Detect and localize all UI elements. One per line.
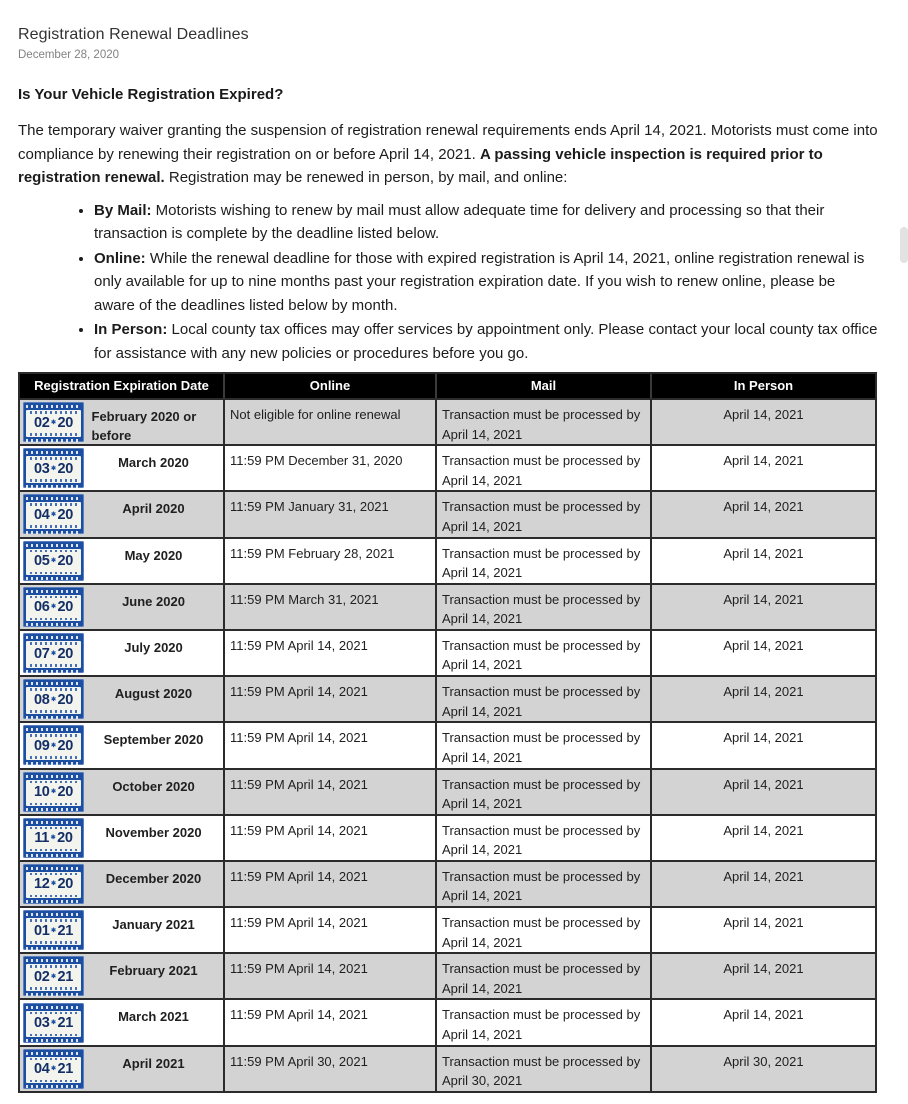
sticker-bottom-text bbox=[26, 993, 81, 996]
sticker-star-icon: ✱ bbox=[50, 927, 57, 934]
expiration-cell bbox=[20, 862, 223, 906]
sticker-fine-print bbox=[30, 710, 77, 713]
mail-cell: Transaction must be processed by April 14, 2021 bbox=[435, 539, 650, 583]
sticker-fine-print bbox=[30, 433, 77, 436]
sticker-month: 02 bbox=[33, 968, 50, 985]
sticker-star-icon: ✱ bbox=[50, 1066, 57, 1073]
sticker-fine-print bbox=[30, 618, 77, 621]
scrollbar-thumb[interactable] bbox=[900, 227, 908, 263]
sticker-star-icon: ✱ bbox=[50, 604, 57, 611]
sticker-bottom-text bbox=[26, 854, 81, 857]
registration-sticker-icon bbox=[23, 956, 84, 996]
intro-bold-text: A passing vehicle inspection is required prior to registration renewal. bbox=[18, 145, 823, 186]
sticker-inner-panel bbox=[26, 595, 81, 622]
online-cell: 11:59 PM April 14, 2021 bbox=[223, 862, 435, 906]
mail-cell: Transaction must be processed by April 14, 2021 bbox=[435, 770, 650, 814]
month-label: April 2020 bbox=[122, 501, 185, 517]
month-label: June 2020 bbox=[122, 593, 185, 609]
sticker-bottom-text bbox=[26, 900, 81, 903]
online-cell: 11:59 PM April 30, 2021 bbox=[223, 1047, 435, 1091]
header-cell-registration-expiration-date: Registration Expiration Date bbox=[34, 378, 209, 393]
table-row bbox=[20, 1045, 875, 1091]
month-label: December 2020 bbox=[105, 870, 202, 886]
registration-sticker-icon bbox=[23, 1003, 84, 1043]
sticker-inner-panel bbox=[26, 456, 81, 483]
sticker-top-text bbox=[26, 775, 81, 778]
online-cell: 11:59 PM February 28, 2021 bbox=[223, 539, 435, 583]
intro-paragraph bbox=[18, 119, 879, 190]
sticker-year: 20 bbox=[57, 691, 74, 708]
in-person-cell: April 14, 2021 bbox=[650, 770, 875, 814]
sticker-star-icon: ✱ bbox=[50, 973, 57, 980]
sticker-star-icon: ✱ bbox=[50, 465, 57, 472]
expiration-cell bbox=[20, 631, 223, 675]
sticker-inner-panel bbox=[26, 733, 81, 760]
section-heading: Is Your Vehicle Registration Expired? bbox=[18, 86, 284, 103]
sticker-date bbox=[34, 645, 73, 665]
expiration-cell bbox=[20, 723, 223, 767]
sticker-bottom-text bbox=[26, 947, 81, 950]
sticker-star-icon: ✱ bbox=[50, 881, 57, 888]
sticker-bottom-text bbox=[26, 716, 81, 719]
sticker-inner-panel bbox=[26, 1011, 81, 1038]
sticker-year: 20 bbox=[57, 506, 74, 523]
sticker-date bbox=[34, 875, 73, 895]
sticker-inner-panel bbox=[26, 641, 81, 668]
sticker-bottom-text bbox=[26, 623, 81, 626]
in-person-cell: April 14, 2021 bbox=[650, 723, 875, 767]
sticker-top-text bbox=[26, 405, 81, 408]
online-cell: 11:59 PM January 31, 2021 bbox=[223, 492, 435, 536]
in-person-cell: April 14, 2021 bbox=[650, 631, 875, 675]
sticker-star-icon: ✱ bbox=[50, 1020, 57, 1027]
table-row bbox=[20, 998, 875, 1044]
sticker-bottom-text bbox=[26, 1085, 81, 1088]
sticker-month: 10 bbox=[33, 784, 50, 801]
page-title: Registration Renewal Deadlines bbox=[18, 26, 249, 43]
sticker-top-text bbox=[26, 590, 81, 593]
registration-sticker-icon bbox=[23, 541, 84, 581]
sticker-year: 21 bbox=[57, 922, 74, 939]
month-label: February 2021 bbox=[109, 963, 198, 979]
expiration-cell bbox=[20, 492, 223, 536]
month-label: July 2020 bbox=[124, 639, 183, 655]
table-row bbox=[20, 444, 875, 490]
month-label: May 2020 bbox=[124, 547, 183, 563]
sticker-date bbox=[34, 922, 73, 942]
sticker-bottom-text bbox=[26, 439, 81, 442]
in-person-cell: April 30, 2021 bbox=[650, 1047, 875, 1091]
sticker-inner-panel bbox=[26, 502, 81, 529]
bullet-label: By Mail: bbox=[94, 201, 152, 219]
sticker-bottom-text bbox=[26, 670, 81, 673]
month-label: January 2021 bbox=[112, 917, 195, 933]
sticker-top-text bbox=[26, 913, 81, 916]
sticker-inner-panel bbox=[26, 780, 81, 807]
registration-sticker-icon bbox=[23, 587, 84, 627]
sticker-month: 09 bbox=[33, 737, 50, 754]
sticker-top-text bbox=[26, 728, 81, 731]
sticker-date bbox=[34, 1014, 73, 1034]
bullet-text: While the renewal deadline for those with expired registration is April 14, 2021, online registration renewal is only available for up to nine months past your registration expiration date. If you wish to renew online, please be aware of the deadlines listed below by month. bbox=[94, 249, 865, 314]
month-label: August 2020 bbox=[114, 686, 193, 702]
sticker-top-text bbox=[26, 867, 81, 870]
sticker-year: 20 bbox=[57, 645, 74, 662]
sticker-date bbox=[34, 506, 73, 526]
online-cell: 11:59 PM April 14, 2021 bbox=[223, 816, 435, 860]
table-row bbox=[20, 398, 875, 444]
month-label: November 2020 bbox=[105, 824, 202, 840]
in-person-cell: April 14, 2021 bbox=[650, 677, 875, 721]
table-row bbox=[20, 952, 875, 998]
sticker-fine-print bbox=[30, 479, 77, 482]
mail-cell: Transaction must be processed by April 14, 2021 bbox=[435, 723, 650, 767]
sticker-top-text bbox=[26, 497, 81, 500]
sticker-inner-panel bbox=[26, 549, 81, 576]
sticker-year: 21 bbox=[57, 1015, 74, 1032]
sticker-bottom-text bbox=[26, 762, 81, 765]
month-label: October 2020 bbox=[112, 778, 195, 794]
sticker-fine-print bbox=[30, 525, 77, 528]
mail-cell: Transaction must be processed by April 14, 2021 bbox=[435, 585, 650, 629]
sticker-month: 02 bbox=[33, 414, 50, 431]
registration-sticker-icon bbox=[23, 818, 84, 858]
mail-cell: Transaction must be processed by April 14, 2021 bbox=[435, 816, 650, 860]
sticker-year: 20 bbox=[57, 460, 74, 477]
sticker-top-text bbox=[26, 821, 81, 824]
in-person-cell: April 14, 2021 bbox=[650, 1000, 875, 1044]
sticker-star-icon: ✱ bbox=[50, 789, 57, 796]
publish-date: December 28, 2020 bbox=[18, 49, 120, 61]
sticker-fine-print bbox=[30, 803, 77, 806]
intro-text-1: The temporary waiver granting the suspension of registration renewal requirements ends April 14, 2021. Motorists must come into compliance by renewing their registration on or before April 14, 2021. bbox=[18, 122, 878, 163]
sticker-star-icon: ✱ bbox=[50, 696, 57, 703]
table-row bbox=[20, 860, 875, 906]
table-row bbox=[20, 490, 875, 536]
registration-sticker-icon bbox=[23, 448, 84, 488]
sticker-star-icon: ✱ bbox=[50, 650, 57, 657]
sticker-fine-print bbox=[30, 895, 77, 898]
expiration-cell bbox=[20, 816, 223, 860]
table-row bbox=[20, 675, 875, 721]
sticker-bottom-text bbox=[26, 485, 81, 488]
sticker-inner-panel bbox=[26, 964, 81, 991]
sticker-top-text bbox=[26, 451, 81, 454]
table-row bbox=[20, 768, 875, 814]
sticker-bottom-text bbox=[26, 808, 81, 811]
table-header-row bbox=[20, 374, 875, 398]
registration-sticker-icon bbox=[23, 864, 84, 904]
header-cell-in-person: In Person bbox=[650, 374, 875, 398]
sticker-year: 20 bbox=[57, 737, 74, 754]
in-person-cell: April 14, 2021 bbox=[650, 539, 875, 583]
registration-sticker-icon bbox=[23, 402, 84, 442]
table-body bbox=[20, 398, 875, 1091]
in-person-cell: April 14, 2021 bbox=[650, 400, 875, 444]
sticker-top-text bbox=[26, 1006, 81, 1009]
in-person-cell: April 14, 2021 bbox=[650, 954, 875, 998]
expiration-cell bbox=[20, 770, 223, 814]
online-cell: 11:59 PM April 14, 2021 bbox=[223, 770, 435, 814]
in-person-cell: April 14, 2021 bbox=[650, 862, 875, 906]
sticker-top-text bbox=[26, 636, 81, 639]
bullet-text: Motorists wishing to renew by mail must allow adequate time for delivery and processing so that their transaction is complete by the deadline listed below. bbox=[94, 201, 825, 242]
sticker-month: 07 bbox=[33, 645, 50, 662]
sticker-date bbox=[34, 968, 73, 988]
online-cell: 11:59 PM April 14, 2021 bbox=[223, 723, 435, 767]
sticker-top-text bbox=[26, 1052, 81, 1055]
table-row bbox=[20, 629, 875, 675]
online-cell: 11:59 PM March 31, 2021 bbox=[223, 585, 435, 629]
registration-sticker-icon bbox=[23, 679, 84, 719]
sticker-inner-panel bbox=[26, 918, 81, 945]
month-label: February 2020 or before bbox=[91, 409, 197, 443]
intro-text-2: Registration may be renewed in person, by mail, and online: bbox=[164, 169, 568, 186]
bullet-item-online bbox=[94, 247, 879, 318]
sticker-star-icon: ✱ bbox=[50, 511, 57, 518]
expiration-cell bbox=[20, 677, 223, 721]
sticker-inner-panel bbox=[26, 826, 81, 853]
sticker-star-icon: ✱ bbox=[50, 835, 56, 842]
sticker-star-icon: ✱ bbox=[50, 742, 57, 749]
deadline-table bbox=[18, 372, 877, 1093]
online-cell: 11:59 PM April 14, 2021 bbox=[223, 631, 435, 675]
sticker-inner-panel bbox=[26, 872, 81, 899]
online-cell: 11:59 PM April 14, 2021 bbox=[223, 954, 435, 998]
sticker-year: 21 bbox=[57, 968, 74, 985]
mail-cell: Transaction must be processed by April 14, 2021 bbox=[435, 1000, 650, 1044]
sticker-date bbox=[34, 829, 72, 849]
sticker-month: 12 bbox=[33, 876, 50, 893]
expiration-cell bbox=[20, 539, 223, 583]
mail-cell: Transaction must be processed by April 30, 2021 bbox=[435, 1047, 650, 1091]
sticker-year: 20 bbox=[57, 599, 74, 616]
in-person-cell: April 14, 2021 bbox=[650, 816, 875, 860]
table-row bbox=[20, 721, 875, 767]
sticker-bottom-text bbox=[26, 1039, 81, 1042]
sticker-top-text bbox=[26, 682, 81, 685]
bullet-label: In Person: bbox=[94, 321, 168, 338]
sticker-fine-print bbox=[30, 849, 77, 852]
sticker-year: 20 bbox=[57, 876, 74, 893]
expiration-cell bbox=[20, 400, 223, 444]
table-row bbox=[20, 906, 875, 952]
registration-sticker-icon bbox=[23, 633, 84, 673]
sticker-year: 20 bbox=[57, 830, 73, 847]
mail-cell: Transaction must be processed by April 14, 2021 bbox=[435, 400, 650, 444]
mail-cell: Transaction must be processed by April 14, 2021 bbox=[435, 908, 650, 952]
expiration-cell bbox=[20, 1047, 223, 1091]
sticker-date bbox=[34, 414, 73, 434]
online-cell: 11:59 PM April 14, 2021 bbox=[223, 677, 435, 721]
mail-cell: Transaction must be processed by April 14, 2021 bbox=[435, 492, 650, 536]
mail-cell: Transaction must be processed by April 14, 2021 bbox=[435, 446, 650, 490]
sticker-date bbox=[34, 691, 73, 711]
in-person-cell: April 14, 2021 bbox=[650, 492, 875, 536]
sticker-inner-panel bbox=[26, 687, 81, 714]
expiration-cell bbox=[20, 908, 223, 952]
online-cell: 11:59 PM December 31, 2020 bbox=[223, 446, 435, 490]
month-label: April 2021 bbox=[122, 1055, 185, 1071]
registration-sticker-icon bbox=[23, 494, 84, 534]
bullet-item-in-person bbox=[94, 318, 879, 365]
sticker-date bbox=[34, 552, 73, 572]
expiration-cell bbox=[20, 1000, 223, 1044]
sticker-fine-print bbox=[30, 987, 77, 990]
sticker-fine-print bbox=[30, 572, 77, 575]
sticker-fine-print bbox=[30, 1080, 77, 1083]
bullet-label: Online: bbox=[94, 249, 146, 267]
online-cell: Not eligible for online renewal bbox=[223, 400, 435, 444]
mail-cell: Transaction must be processed by April 14, 2021 bbox=[435, 677, 650, 721]
sticker-top-text bbox=[26, 959, 81, 962]
table-row bbox=[20, 537, 875, 583]
expiration-cell bbox=[20, 585, 223, 629]
sticker-month: 08 bbox=[33, 691, 50, 708]
sticker-year: 21 bbox=[57, 1061, 74, 1078]
sticker-inner-panel bbox=[26, 1057, 81, 1084]
online-cell: 11:59 PM April 14, 2021 bbox=[223, 908, 435, 952]
sticker-year: 20 bbox=[57, 553, 74, 570]
sticker-date bbox=[34, 460, 73, 480]
online-cell: 11:59 PM April 14, 2021 bbox=[223, 1000, 435, 1044]
expiration-cell bbox=[20, 954, 223, 998]
bullet-text: Local county tax offices may offer services by appointment only. Please contact your local county tax office for assistance with any new policies or procedures before you go. bbox=[94, 321, 878, 362]
sticker-date bbox=[34, 1060, 73, 1080]
sticker-month: 11 bbox=[34, 830, 50, 847]
in-person-cell: April 14, 2021 bbox=[650, 446, 875, 490]
mail-cell: Transaction must be processed by April 14, 2021 bbox=[435, 631, 650, 675]
month-label: March 2020 bbox=[118, 455, 189, 471]
table-row bbox=[20, 583, 875, 629]
registration-sticker-icon bbox=[23, 910, 84, 950]
sticker-month: 01 bbox=[33, 922, 50, 939]
sticker-star-icon: ✱ bbox=[50, 419, 57, 426]
sticker-star-icon: ✱ bbox=[50, 558, 57, 565]
mail-cell: Transaction must be processed by April 14, 2021 bbox=[435, 862, 650, 906]
sticker-top-text bbox=[26, 544, 81, 547]
sticker-date bbox=[34, 737, 73, 757]
sticker-month: 04 bbox=[33, 506, 50, 523]
bullet-list bbox=[18, 199, 879, 366]
bullet-item-by-mail bbox=[94, 199, 879, 246]
sticker-month: 04 bbox=[33, 1061, 50, 1078]
registration-sticker-icon bbox=[23, 772, 84, 812]
month-label: March 2021 bbox=[118, 1009, 189, 1025]
sticker-fine-print bbox=[30, 1034, 77, 1037]
expiration-cell bbox=[20, 446, 223, 490]
registration-sticker-icon bbox=[23, 1049, 84, 1089]
sticker-fine-print bbox=[30, 756, 77, 759]
month-label: September 2020 bbox=[103, 732, 204, 748]
sticker-fine-print bbox=[30, 664, 77, 667]
sticker-year: 20 bbox=[57, 414, 74, 431]
mail-cell: Transaction must be processed by April 14, 2021 bbox=[435, 954, 650, 998]
in-person-cell: April 14, 2021 bbox=[650, 908, 875, 952]
sticker-date bbox=[34, 783, 73, 803]
sticker-fine-print bbox=[30, 941, 77, 944]
sticker-month: 03 bbox=[33, 1015, 50, 1032]
sticker-year: 20 bbox=[57, 784, 74, 801]
sticker-bottom-text bbox=[26, 531, 81, 534]
sticker-date bbox=[34, 598, 73, 618]
sticker-month: 05 bbox=[33, 553, 50, 570]
sticker-month: 06 bbox=[33, 599, 50, 616]
header-cell-online: Online bbox=[223, 374, 435, 398]
in-person-cell: April 14, 2021 bbox=[650, 585, 875, 629]
sticker-bottom-text bbox=[26, 577, 81, 580]
header-cell-mail: Mail bbox=[435, 374, 650, 398]
sticker-inner-panel bbox=[26, 410, 81, 437]
registration-sticker-icon bbox=[23, 725, 84, 765]
sticker-month: 03 bbox=[33, 460, 50, 477]
table-row bbox=[20, 814, 875, 860]
